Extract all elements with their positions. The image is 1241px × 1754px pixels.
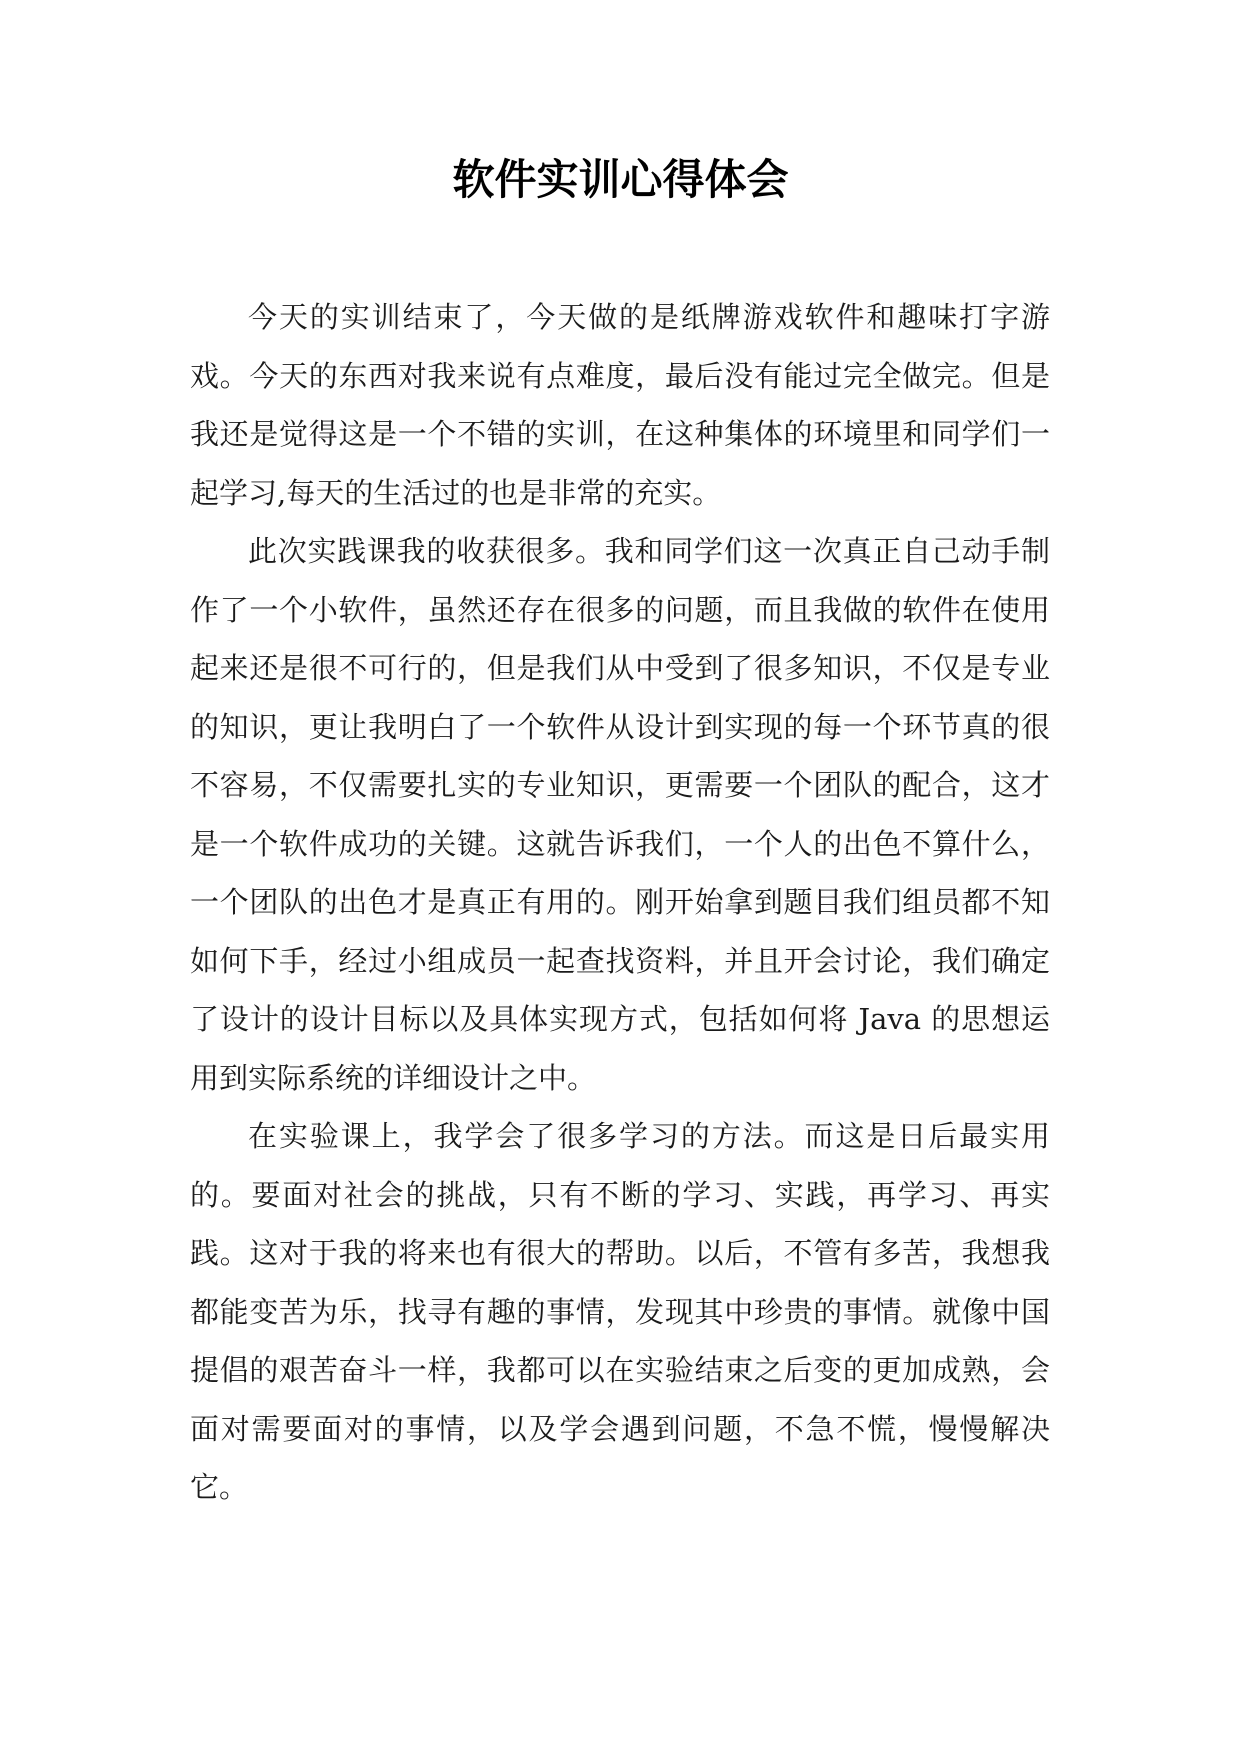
- paragraph-1: 今天的实训结束了，今天做的是纸牌游戏软件和趣味打字游戏。今天的东西对我来说有点难度，最后没有能过完全做完。但是我还是觉得这是一个不错的实训，在这种集体的环境里和同学们一起学习,每天的生活过的也是非常的充实。: [190, 300, 1050, 510]
- document-title: 软件实训心得体会: [452, 155, 789, 204]
- document-body: [190, 288, 1050, 1517]
- paragraph-3: 在实验课上，我学会了很多学习的方法。而这是日后最实用的。要面对社会的挑战，只有不断的学习、实践，再学习、再实践。这对于我的将来也有很大的帮助。以后，不管有多苦，我想我都能变苦为乐，找寻有趣的事情，发现其中珍贵的事情。就像中国提倡的艰苦奋斗一样，我都可以在实验结束之后变的更加成熟，会面对需要面对的事情，以及学会遇到问题，不急不慌，慢慢解决它。: [190, 1119, 1050, 1504]
- paragraph-2: 此次实践课我的收获很多。我和同学们这一次真正自己动手制作了一个小软件，虽然还存在很多的问题，而且我做的软件在使用起来还是很不可行的，但是我们从中受到了很多知识，不仅是专业的知识，更让我明白了一个软件从设计到实现的每一个环节真的很不容易，不仅需要扎实的专业知识，更需要一个团队的配合，这才是一个软件成功的关键。这就告诉我们，一个人的出色不算什么，一个团队的出色才是真正有用的。刚开始拿到题目我们组员都不知如何下手，经过小组成员一起查找资料，并且开会讨论，我们确定了设计的设计目标以及具体实现方式，包括如何将 Java 的思想运用到实际系统的详细设计之中。: [190, 534, 1050, 1095]
